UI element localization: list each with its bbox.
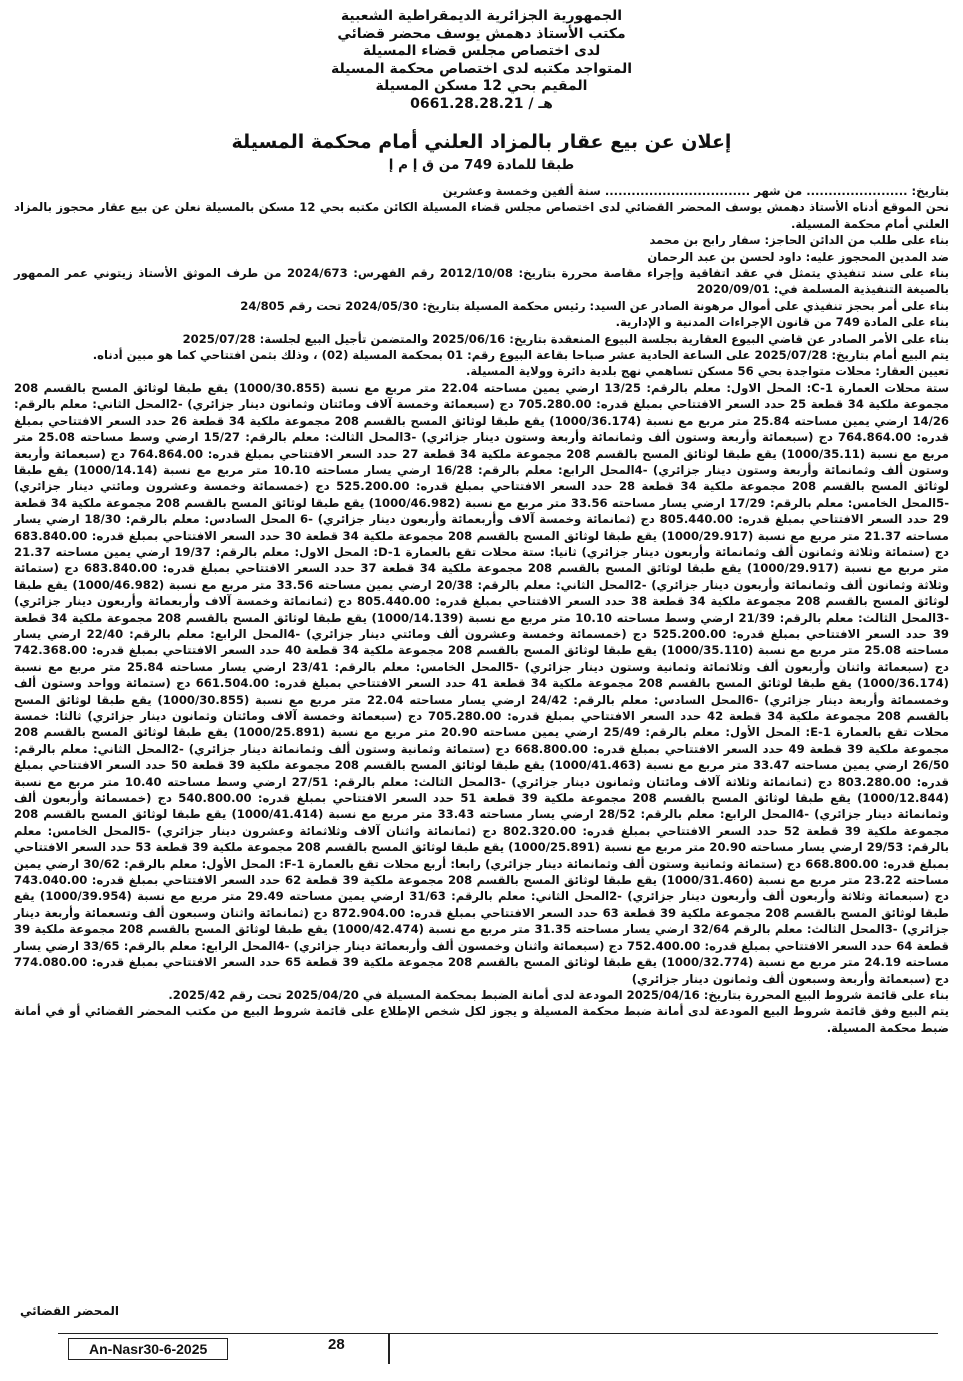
document-page [14, 8, 949, 1373]
header-address: المقيم بحي 12 مسكن المسيلة [375, 78, 588, 94]
paragraph-sale-date: يتم البيع أمام بتاريخ: 2025/07/28 على الساعة الحادية عشر صباحا بقاعة البيوع رقم: 01 بمحكمة المسيلة (02) ، وذلك بثمن افتتاحي كما هو مبين أدناه. [92, 348, 949, 363]
header-office: مكتب الأستاذ دهمش يوسف محضر قضائي [337, 25, 626, 42]
paragraph-article: بناء على المادة 749 من قانون الإجراءات المدنية و الإدارية. [615, 315, 949, 330]
paragraph-seizure-order: بناء على أمر بحجز تنفيذي على أموال مرهونة الصادر عن السيد: رئيس محكمة المسيلة بتاريخ: 2024/05/30 تحت رقم 24/805 [240, 298, 949, 313]
paragraph: نحن الموقع أدناه الأستاذ دهمش يوسف المحضر القضائي لدى اختصاص مجلس قضاء المسيلة الكائن مكتبه بحي 12 مسكن بالمسيلة نعلن عن بيع عقار محجوز بالمزاد العلني أمام محكمة المسيلة. [14, 200, 949, 231]
page-footer [58, 1333, 938, 1360]
header-jurisdiction: لدى اختصاص مجلس قضاء المسيلة [362, 43, 601, 59]
page-number: 28 [328, 1336, 345, 1353]
notice-title: إعلان عن بيع عقار بالمزاد العلني أمام محكمة المسيلة [231, 131, 732, 153]
paragraph-property-location: تعيين العقار: محلات متواجدة بحي 56 مسكن تساهمي نهج بلدية دائرة وولاية المسيلة. [465, 364, 949, 379]
paragraph-creditor: بناء على طلب من الدائن الحاجز: سفار رابح بن محمد [649, 233, 949, 248]
header-phone: هـ / 0661.28.28.21 [410, 95, 553, 112]
notice-subtitle: طبقا للمادة 749 من ق إ م إ [388, 157, 575, 173]
paragraph-property-list: ستة محلات العمارة C-1: المحل الاول: معلم بالرقم: 13/25 ارضي يمين مساحته 22.04 متر مربع مع نسبة (1000/30.855) يقع طبقا لوثائق المسح بالقسم 208 مجموعة ملكية 34 قطعة 25 حدد السعر الافتتاحي بمبلغ قدره: 705.280.00 دج (سبعمائة وخمسة آلاف ومائتان وثمانون دينار جزائري) -2المحل الثاني: معلم بالرقم: 14/26 ارضي يمين مساحته 25.84 متر مربع مع نسبة (1000/36.174) يقع طبقا لوثائق المسح بالقسم 208 مجموعة ملكية 34 قطعة 26 حدد السعر الافتتاحي بمبلغ قدره: 764.864.00 دج (سبعمائة وأربعة وستون ألف وثمانمائة وأربعة وستون دينار جزائري) -3المحل الثالث: معلم بالرقم: 15/27 ارضي وسط مساحته 25.08 متر مربع مع نسبة (1000/35.11) يقع طبقا لوثائق المسح بالقسم 208 مجموعة ملكية 34 قطعة 27 حدد السعر الافتتاحي بمبلغ قدره: 764.864.00 دج (سبعمائة وأربعة وستون ألف وثمانمائة وأربعة وستون دينار جزائري) -4المحل الرابع: معلم بالرقم: 16/28 ارضي يسار مساحته 10.10 متر مربع مع نسبة (1000/14.14) يقع طبقا لوثائق المسح بالقسم 208 مجموعة ملكية 34 قطعة 28 حدد السعر الافتتاحي بمبلغ قدره: 525.200.00 دج (خمسمائة وخمسة وعشرون ومائتي دينار جزائري) -5المحل الخامس: معلم بالرقم: 17/29 ارضي يسار مساحته 33.56 متر مربع مع نسبة (1000/46.982) يقع طبقا لوثائق المسح بالقسم 208 مجموعة ملكية 34 قطعة 29 حدد السعر الافتتاحي بمبلغ قدره: 805.440.00 دج (ثمانمائة وخمسة آلاف وأربعمائة وأربعون دينار جزائري) -6 المحل السادس: معلم بالرقم: 18/30 ارضي يسار مساحته 21.37 متر مربع مع نسبة (1000/29.917) يقع طبقا لوثائق المسح بالقسم 208 مجموعة ملكية 34 قطعة 30 حدد السعر الافتتاحي بمبلغ قدره: 683.840.00 دج (ستمائة وثلاثة وثمانون ألف وثمانمائة وأربعون دينار جزائري) ثانيا: ستة محلات تقع بالعمارة D-1: المحل الاول: معلم بالرقم: 19/37 ارضي يمين مساحته 21.37 متر مربع مع نسبة (1000/29.917) يقع طبقا لوثائق المسح بالقسم 208 مجموعة ملكية 34 قطعة 37 حدد السعر الافتتاحي بمبلغ قدره: 683.840.00 دج (ستمائة وثلاثة وثمانون ألف وثمانمائة وأربعون دينار جزائري) -2المحل الثاني: معلم بالرقم: 20/38 ارضي يمين مساحته 33.56 متر مربع مع نسبة (1000/46.982) يقع طبقا لوثائق المسح بالقسم 208 مجموعة ملكية 34 قطعة 38 حدد السعر الافتتاحي بمبلغ قدره: 805.440.00 دج (ثمانمائة وخمسة آلاف وأربعمائة وأربعون دينار جزائري) -3المحل الثالث: معلم بالرقم: 21/39 ارضي وسط مساحته 10.10 متر مربع مع نسبة (1000/14.139) يقع طبقا لوثائق المسح بالقسم 208 مجموعة ملكية 34 قطعة 39 حدد السعر الافتتاحي بمبلغ قدره: 525.200.00 دج (خمسمائة وخمسة وعشرون ألف ومائتي دينار جزائري) -4المحل الرابع: معلم بالرقم: 22/40 ارضي يسار مساحته 25.08 متر مربع مع نسبة (1000/35.110) يقع طبقا لوثائق المسح بالقسم 208 مجموعة ملكية 34 قطعة 40 حدد السعر الافتتاحي بمبلغ قدره: 742.368.00 دج (سبعمائة واثنان وأربعون ألف وثلاثمائة وثمانية وستون دينار جزائري) -5المحل الخامس: معلم بالرقم: 23/41 ارضي يسار مساحته 25.84 متر مربع مع نسبة (1000/36.174) يقع طبقا لوثائق المسح بالقسم 208 مجموعة ملكية 34 قطعة 41 حدد السعر الافتتاحي بمبلغ قدره: 661.504.00 دج (ستمائة وواحد وستون ألف وخمسمائة وأربعة دينار جزائري) -6المحل السادس: معلم بالرقم: 24/42 ارضي يسار مساحته 22.04 متر مربع مع نسبة (1000/30.855) يقع طبقا لوثائق المسح بالقسم 208 مجموعة ملكية 34 قطعة 42 حدد السعر الافتتاحي بمبلغ قدره: 705.280.00 دج (سبعمائة وخمسة آلاف ومائتان وثمانون دينار جزائري) ثالثا: خمسة محلات تقع بالعمارة E-1: المحل الأول: معلم بالرقم: 25/49 ارضي يمين مساحته 20.90 متر مربع مع نسبة (1000/25.891) يقع طبقا لوثائق المسح بالقسم 208 مجموعة ملكية 39 قطعة 49 حدد السعر الافتتاحي بمبلغ قدره: 668.800.00 دج (ستمائة وثمانية وستون ألف وثمانمائة دينار جزائري) -2المحل الثاني: معلم بالرقم: 26/50 ارضي يمين مساحته 33.47 متر مربع مع نسبة (1000/41.463) يقع طبقا لوثائق المسح بالقسم 208 مجموعة ملكية 39 قطعة 50 حدد السعر الافتتاحي بمبلغ قدره: 803.280.00 دج (ثمانمائة وثلاثة آلاف ومائتان وثمانون دينار جزائري) -3المحل الثالث: معلم بالرقم: 27/51 ارضي وسط مساحته 10.40 متر مربع مع نسبة (1000/12.844) يقع طبقا لوثائق المسح بالقسم 208 مجموعة ملكية 39 قطعة 51 حدد السعر الافتتاحي بمبلغ قدره: 540.800.00 دج (خمسمائة وأربعون ألف وثمانمائة دينار جزائري) -4المحل الرابع: معلم بالرقم: 28/52 ارضي يسار مساحته 33.43 متر مربع مع نسبة (1000/41.414) يقع طبقا لوثائق المسح بالقسم 208 مجموعة ملكية 39 قطعة 52 حدد السعر الافتتاحي بمبلغ قدره: 802.320.00 دج (ثمانمائة واثنان آلاف وثلاثمائة وعشرون دينار جزائري) -5المحل الخامس: معلم بالرقم: 29/53 ارضي يسار مساحته 20.90 متر مربع مع نسبة (1000/25.891) يقع طبقا لوثائق المسح بالقسم 208 مجموعة ملكية 39 قطعة 53 حدد السعر الافتتاحي بمبلغ قدره: 668.800.00 دج (ستمائة وثمانية وستون ألف وثمانمائة دينار جزائري) رابعا: أربع محلات تقع بالعمارة F-1: المحل الأول: معلم بالرقم: 30/62 ارضي يمين مساحته 23.22 متر مربع مع نسبة (1000/31.460) يقع طبقا لوثائق المسح بالقسم 208 مجموعة ملكية 39 قطعة 62 حدد السعر الافتتاحي بمبلغ قدره: 743.040.00 دج (سبعمائة وثلاثة وأربعون ألف وأربعون دينار جزائري) -2المحل الثاني: معلم بالرقم: 31/63 ارضي يمين مساحته 29.49 متر مربع مع نسبة (1000/39.954) يقع طبقا لوثائق المسح بالقسم 208 مجموعة ملكية 39 قطعة 63 حدد السعر الافتتاحي بمبلغ قدره: 872.904.00 دج (ثمانمائة واثنان وسبعون ألف وتسعمائة وأربعة دينار جزائري) -3المحل الثالث: معلم بالرقم 32/64 ارضي يسار مساحته 31.35 متر مربع مع نسبة (1000/42.474) يقع طبقا لوثائق المسح بالقسم 208 مجموعة ملكية 39 قطعة 64 حدد السعر الافتتاحي بمبلغ قدره: 752.400.00 دج (سبعمائة واثنان وخمسون ألف وأربعمائة دينار جزائري) -4المحل الرابع: معلم بالرقم: 33/65 ارضي يسار مساحته 24.19 متر مربع مع نسبة (1000/32.774) يقع طبقا لوثائق المسح بالقسم 208 مجموعة ملكية 39 قطعة 65 حدد السعر الافتتاحي بمبلغ قدره: 774.080.00 دج (سبعمائة وأربعة وسبعون ألف وثمانون دينار جزائري) [14, 380, 950, 986]
publication-source: An-Nasr30-6-2025 [68, 1338, 228, 1360]
paragraph-closing: يتم البيع وفق قائمة شروط البيع المودعة لدى أمانة ضبط محكمة المسيلة و يجوز لكل شخص الإطلاع على قائمة شروط البيع من مكتب المحضر القضائي أو في أمانة ضبط محكمة المسيلة. [14, 1004, 949, 1035]
signature-label: المحضر القضائي [20, 1304, 120, 1318]
notice-body [14, 183, 949, 1036]
letterhead [14, 8, 949, 113]
date-line: بتاريخ: ....................... من شهر ................................. سنة ألفين وخمسة وعشرين [442, 184, 949, 198]
paragraph-conditions: بناء على قائمة شروط البيع المحررة بتاريخ: 2025/04/16 المودعة لدى أمانة الضبط بمحكمة المسيلة في 2025/04/20 تحت رقم 2025/42. [168, 987, 949, 1002]
paragraph-title-deed: بناء على سند تنفيذي يتمثل في عقد اتفاقية وإجراء مقاصة محررة بتاريخ: 2012/10/08 رقم الفهرس: 2024/673 من طرف الموثق الأستاذ زيتوني عمر الممهور بالصيغة التنفيذية المسلمة في: 2020/09/01 [14, 266, 949, 297]
paragraph-debtor: ضد المدين المحجوز عليه: داود لحسن بن عبد الرحمان [647, 249, 949, 264]
paragraph-judge-order: بناء على الأمر الصادر عن قاضي البيوع العقارية بجلسة البيوع المنعقدة بتاريخ: 2025/06/16 والمتضمن تأجيل البيع لجلسة: 2025/07/28 [182, 331, 949, 346]
header-court: المتواجد مكتبه لدى اختصاص محكمة المسيلة [330, 60, 633, 77]
header-republic: الجمهورية الجزائرية الديمقراطية الشعبية [340, 8, 623, 24]
footer-divider [388, 1334, 390, 1364]
